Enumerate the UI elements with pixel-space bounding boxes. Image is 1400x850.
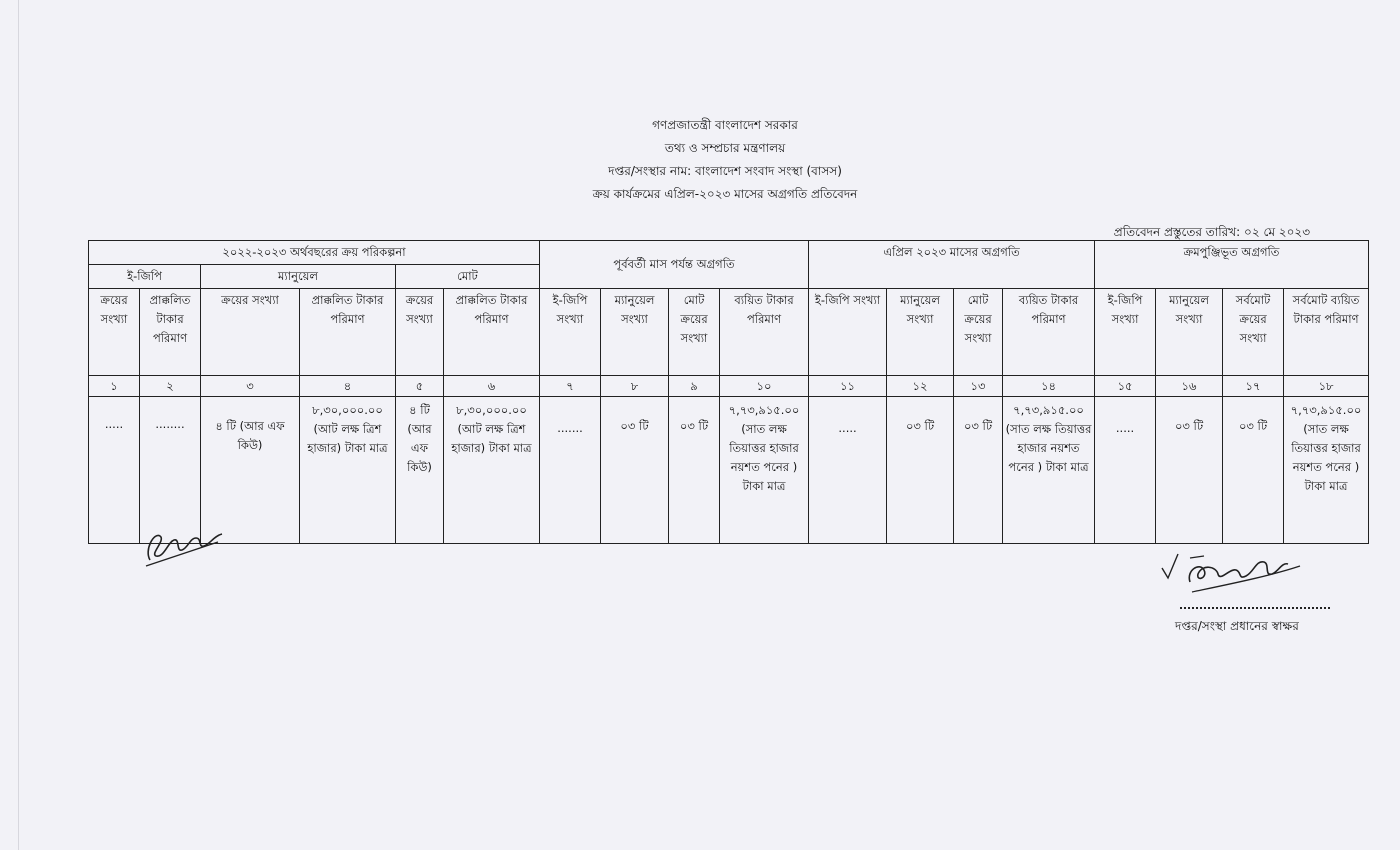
subsection-egp: ই-জিপি <box>89 265 201 289</box>
office-name: দপ্তর/সংস্থার নাম: বাংলাদেশ সংবাদ সংস্থা (বাসস) <box>608 164 842 178</box>
procurement-progress-table <box>88 240 1369 544</box>
column-number: ৯ <box>669 376 720 397</box>
column-header: মোট ক্রয়ের সংখ্যা <box>954 289 1003 376</box>
column-header: ক্রয়ের সংখ্যা <box>396 289 444 376</box>
column-header: ই-জিপি সংখ্যা <box>809 289 887 376</box>
table-cell: ৭,৭৩,৯১৫.০০ (সাত লক্ষ তিয়াত্তর হাজার নয়শত পনের ) টাকা মাত্র <box>720 397 809 544</box>
column-number: ৮ <box>601 376 669 397</box>
column-header: ব্যয়িত টাকার পরিমাণ <box>720 289 809 376</box>
column-header: প্রাক্কলিত টাকার পরিমাণ <box>300 289 396 376</box>
table-cell: ০৩ টি <box>1223 397 1284 544</box>
column-header: ম্যানুয়েল সংখ্যা <box>1156 289 1223 376</box>
table-cell: ৮,৩০,০০০.০০ (আট লক্ষ ত্রিশ হাজার) টাকা মাত্র <box>300 397 396 544</box>
section-header-row <box>89 241 1369 265</box>
column-number: ১৮ <box>1284 376 1369 397</box>
table-cell: ০৩ টি <box>887 397 954 544</box>
table-cell: ........ <box>140 397 201 544</box>
column-number: ১৩ <box>954 376 1003 397</box>
ministry-name: তথ্য ও সম্প্রচার মন্ত্রণালয় <box>664 141 786 155</box>
document-header <box>0 114 1400 206</box>
column-header: ম্যানুয়েল সংখ্যা <box>601 289 669 376</box>
table-cell: ০৩ টি <box>1156 397 1223 544</box>
table-cell: ০৩ টি <box>601 397 669 544</box>
subsection-total: মোট <box>396 265 540 289</box>
table-cell: ৭,৭৩,৯১৫.০০ (সাত লক্ষ তিয়াত্তর হাজার নয়শত পনের ) টাকা মাত্র <box>1003 397 1095 544</box>
government-name: গণপ্রজাতন্ত্রী বাংলাদেশ সরকার <box>652 118 798 132</box>
column-header: সর্বমোট ক্রয়ের সংখ্যা <box>1223 289 1284 376</box>
column-number: ১৬ <box>1156 376 1223 397</box>
table-row <box>89 397 1369 544</box>
column-header-row <box>89 289 1369 376</box>
table-cell: ৪ টি (আর এফ কিউ) <box>396 397 444 544</box>
report-title: ক্রয় কার্যক্রমের এপ্রিল-২০২৩ মাসের অগ্রগতি প্রতিবেদন <box>592 187 858 201</box>
column-number: ১ <box>89 376 140 397</box>
head-signature <box>1160 548 1310 598</box>
column-header: প্রাক্কলিত টাকার পরিমাণ <box>140 289 201 376</box>
subsection-manual: ম্যানুয়েল <box>201 265 396 289</box>
column-number: ১৪ <box>1003 376 1095 397</box>
column-header: ই-জিপি সংখ্যা <box>1095 289 1156 376</box>
column-number: ৫ <box>396 376 444 397</box>
section-plan: ২০২২-২০২৩ অর্থবছরের ক্রয় পরিকল্পনা <box>89 241 540 265</box>
signature-dotted-line <box>1180 607 1330 609</box>
column-number: ৬ <box>444 376 540 397</box>
column-number: ৩ <box>201 376 300 397</box>
column-header: ব্যয়িত টাকার পরিমাণ <box>1003 289 1095 376</box>
column-number-row <box>89 376 1369 397</box>
signature-caption: দপ্তর/সংস্থা প্রধানের স্বাক্ষর <box>1175 619 1299 633</box>
table-cell: ..... <box>1095 397 1156 544</box>
table-cell: ৪ টি (আর এফ কিউ) <box>201 397 300 544</box>
column-header: প্রাক্কলিত টাকার পরিমাণ <box>444 289 540 376</box>
handwritten-initial-signature <box>140 520 230 570</box>
column-header: সর্বমোট ব্যয়িত টাকার পরিমাণ <box>1284 289 1369 376</box>
column-header: ম্যানুয়েল সংখ্যা <box>887 289 954 376</box>
column-header: ক্রয়ের সংখ্যা <box>201 289 300 376</box>
table-cell: ..... <box>809 397 887 544</box>
table-cell: ০৩ টি <box>669 397 720 544</box>
column-header: ক্রয়ের সংখ্যা <box>89 289 140 376</box>
table-cell: ৮,৩০,০০০.০০ (আট লক্ষ ত্রিশ হাজার) টাকা মাত্র <box>444 397 540 544</box>
table-cell: ..... <box>89 397 140 544</box>
section-april-progress: এপ্রিল ২০২৩ মাসের অগ্রগতি <box>809 241 1095 289</box>
column-number: ১৫ <box>1095 376 1156 397</box>
column-number: ১২ <box>887 376 954 397</box>
column-number: ১০ <box>720 376 809 397</box>
table-cell: ০৩ টি <box>954 397 1003 544</box>
column-number: ১১ <box>809 376 887 397</box>
column-number: ৭ <box>540 376 601 397</box>
column-header: মোট ক্রয়ের সংখ্যা <box>669 289 720 376</box>
column-header: ই-জিপি সংখ্যা <box>540 289 601 376</box>
report-preparation-date: প্রতিবেদন প্রস্তুতের তারিখ: ০২ মে ২০২৩ <box>1113 225 1310 239</box>
column-number: ৪ <box>300 376 396 397</box>
table-cell: ....... <box>540 397 601 544</box>
table-cell: ৭,৭৩,৯১৫.০০ (সাত লক্ষ তিয়াত্তর হাজার নয়শত পনের ) টাকা মাত্র <box>1284 397 1369 544</box>
column-number: ১৭ <box>1223 376 1284 397</box>
column-number: ২ <box>140 376 201 397</box>
section-previous-progress: পূর্ববর্তী মাস পর্যন্ত অগ্রগতি <box>540 241 809 289</box>
section-cumulative-progress: ক্রমপুঞ্জিভূত অগ্রগতি <box>1095 241 1369 289</box>
